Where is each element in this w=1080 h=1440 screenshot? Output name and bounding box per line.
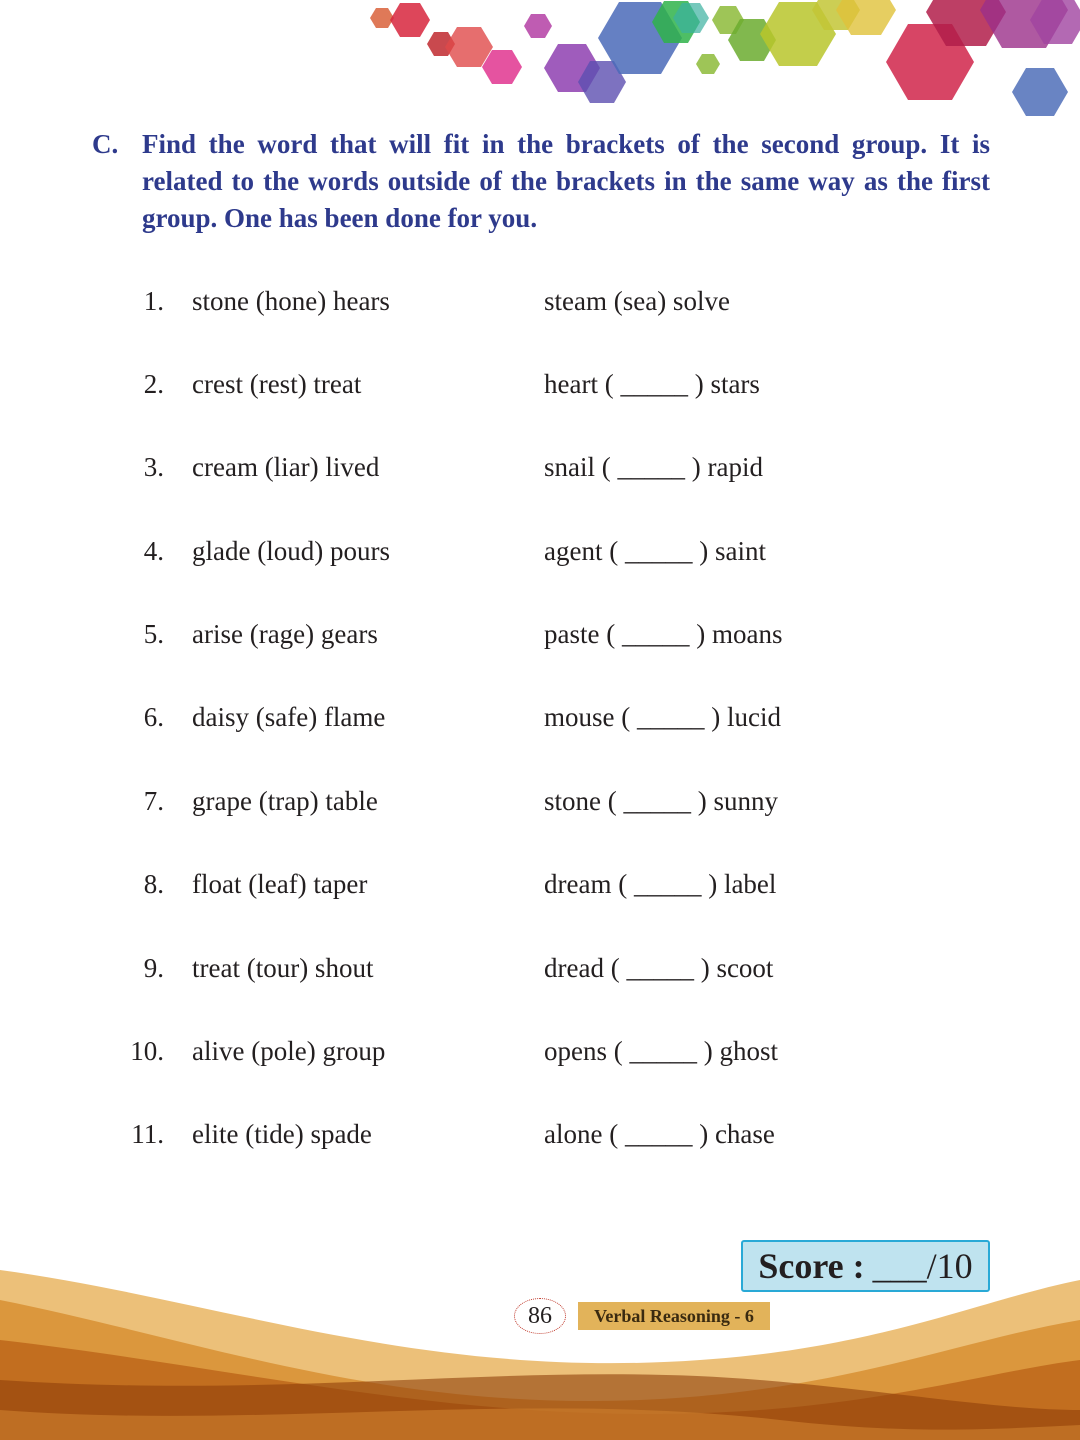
question-number: 3.: [143, 452, 164, 482]
question-number: 4.: [143, 536, 164, 566]
question-row: [0, 447, 1080, 487]
answer-group: dread ( _____ ) scoot: [544, 953, 774, 983]
question-number: 6.: [143, 702, 164, 732]
answer-group: dream ( _____ ) label: [544, 869, 777, 899]
page-number: 86: [514, 1298, 566, 1334]
question-row: [0, 781, 1080, 821]
question-row: [0, 948, 1080, 988]
answer-group: snail ( _____ ) rapid: [544, 452, 763, 482]
instruction-text: Find the word that will fit in the brackets of the second group. It is related to the words outside of the brackets in the same way as the first group. One has been done for you.: [142, 129, 990, 233]
question-number: 7.: [143, 786, 164, 816]
example-group: alive (pole) group: [192, 1036, 386, 1066]
question-row: [0, 614, 1080, 654]
section-letter: C.: [92, 129, 119, 159]
question-row: [0, 531, 1080, 571]
example-group: stone (hone) hears: [192, 286, 390, 316]
answer-group: stone ( _____ ) sunny: [544, 786, 778, 816]
answer-group: mouse ( _____ ) lucid: [544, 702, 781, 732]
score-label: Score :: [758, 1246, 865, 1286]
answer-group: opens ( _____ ) ghost: [544, 1036, 778, 1066]
example-group: glade (loud) pours: [192, 536, 390, 566]
question-number: 11.: [131, 1119, 164, 1149]
question-row: [0, 364, 1080, 404]
book-title: Verbal Reasoning - 6: [578, 1302, 770, 1330]
example-group: treat (tour) shout: [192, 953, 374, 983]
answer-group: alone ( _____ ) chase: [544, 1119, 775, 1149]
question-row: [0, 1114, 1080, 1154]
question-number: 5.: [143, 619, 164, 649]
example-group: daisy (safe) flame: [192, 702, 386, 732]
question-number: 9.: [143, 953, 164, 983]
score-box: [741, 1240, 990, 1292]
question-number: 2.: [143, 369, 164, 399]
example-group: float (leaf) taper: [192, 869, 368, 899]
question-row: [0, 1031, 1080, 1071]
example-group: crest (rest) treat: [192, 369, 362, 399]
example-group: elite (tide) spade: [192, 1119, 372, 1149]
question-row: [0, 697, 1080, 737]
answer-group: paste ( _____ ) moans: [544, 619, 783, 649]
question-row: [0, 864, 1080, 904]
score-value: ___/10: [872, 1246, 973, 1286]
answer-group: steam (sea) solve: [544, 286, 730, 316]
example-group: grape (trap) table: [192, 786, 378, 816]
example-group: arise (rage) gears: [192, 619, 378, 649]
question-number: 10.: [130, 1036, 164, 1066]
decorative-hexagons: [0, 0, 1080, 130]
question-number: 8.: [143, 869, 164, 899]
question-number: 1.: [143, 286, 164, 316]
example-group: cream (liar) lived: [192, 452, 380, 482]
answer-group: agent ( _____ ) saint: [544, 536, 766, 566]
question-row: [0, 281, 1080, 321]
answer-group: heart ( _____ ) stars: [544, 369, 760, 399]
